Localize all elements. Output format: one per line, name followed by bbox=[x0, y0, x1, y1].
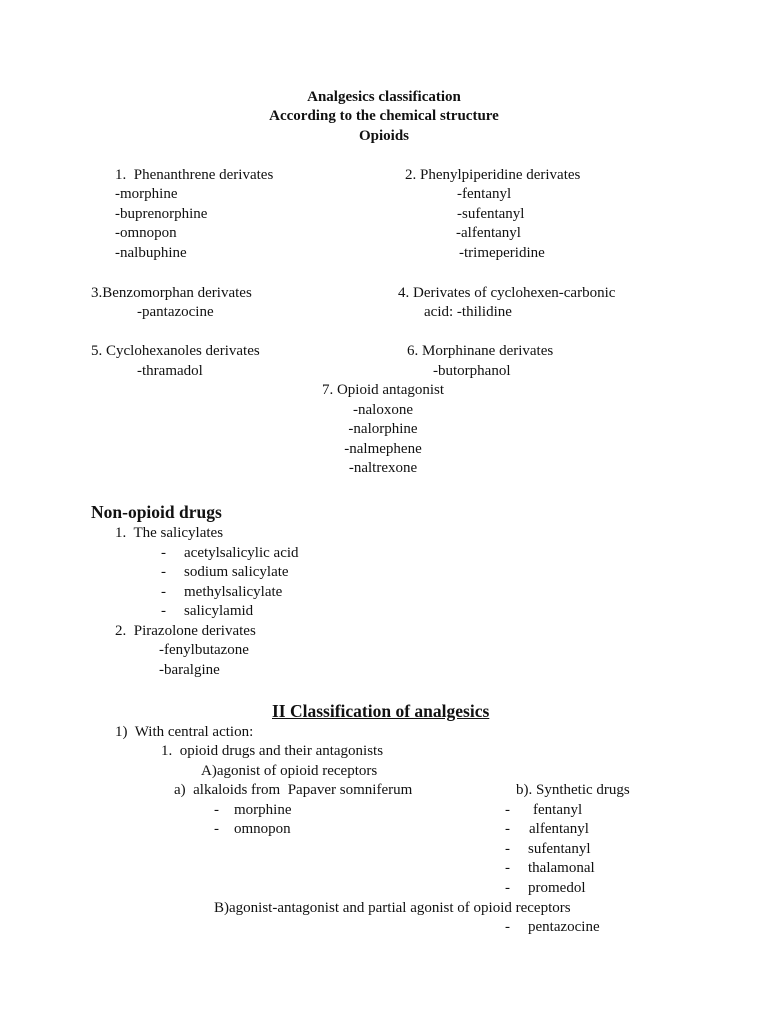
list-item: sodium salicylate bbox=[184, 564, 289, 580]
list-item: -butorphanol bbox=[433, 363, 511, 379]
list-item: - bbox=[505, 802, 510, 818]
list-item: - bbox=[214, 802, 219, 818]
list-item: - bbox=[214, 821, 219, 837]
list-item: morphine bbox=[234, 802, 292, 818]
list-item: alfentanyl bbox=[529, 821, 589, 837]
list-item: -alfentanyl bbox=[456, 225, 521, 241]
agonist-antagonist-heading: B)agonist-antagonist and partial agonist of opioid receptors bbox=[214, 900, 571, 916]
list-item: -sufentanyl bbox=[457, 206, 525, 222]
pirazolone-heading: 2. Pirazolone derivates bbox=[115, 623, 256, 639]
synthetic-heading: b). Synthetic drugs bbox=[516, 782, 630, 798]
list-item: -fenylbutazone bbox=[159, 642, 249, 658]
list-item: - bbox=[505, 821, 510, 837]
section2-heading: II Classification of analgesics bbox=[272, 701, 490, 721]
group-phenylpiperidine-heading: 2. Phenylpiperidine derivates bbox=[405, 167, 581, 183]
list-item: -fentanyl bbox=[457, 186, 512, 202]
opioid-antagonists-heading: 1. opioid drugs and their antagonists bbox=[161, 743, 384, 759]
list-item: - bbox=[161, 603, 166, 619]
list-item: methylsalicylate bbox=[184, 584, 283, 600]
list-item: promedol bbox=[528, 880, 586, 896]
list-item: omnopon bbox=[234, 821, 291, 837]
group-antagonist-heading: 7. Opioid antagonist bbox=[321, 382, 445, 398]
opioids-heading: Opioids bbox=[358, 128, 410, 144]
list-item: -nalbuphine bbox=[115, 245, 187, 261]
nonopioid-heading: Non-opioid drugs bbox=[91, 502, 222, 522]
list-item: -pantazocine bbox=[137, 304, 214, 320]
list-item: thalamonal bbox=[528, 860, 595, 876]
list-item: pentazocine bbox=[528, 919, 600, 935]
list-item: - bbox=[505, 880, 510, 896]
list-item: -omnopon bbox=[115, 225, 177, 241]
list-item: salicylamid bbox=[184, 603, 254, 619]
list-item: - bbox=[161, 545, 166, 561]
list-item: -morphine bbox=[115, 186, 178, 202]
group-cyclohexen-heading: 4. Derivates of cyclohexen-carbonic bbox=[398, 285, 616, 301]
list-item: - bbox=[505, 919, 510, 935]
list-item: - bbox=[505, 860, 510, 876]
group-phenanthrene-heading: 1. Phenanthrene derivates bbox=[115, 167, 274, 183]
list-item: -naloxone bbox=[353, 402, 413, 418]
list-item: -nalorphine bbox=[348, 421, 418, 437]
list-item: -nalmephene bbox=[344, 441, 422, 457]
list-item: acid: -thilidine bbox=[424, 304, 512, 320]
group-morphinane-heading: 6. Morphinane derivates bbox=[407, 343, 554, 359]
list-item: sufentanyl bbox=[528, 841, 591, 857]
list-item: -trimeperidine bbox=[459, 245, 545, 261]
list-item: -thramadol bbox=[137, 363, 203, 379]
salicylates-heading: 1. The salicylates bbox=[115, 525, 224, 541]
doc-title: Analgesics classification bbox=[307, 89, 461, 105]
alkaloids-heading: a) alkaloids from Papaver somniferum bbox=[174, 782, 413, 798]
group-benzomorphan-heading: 3.Benzomorphan derivates bbox=[91, 285, 252, 301]
list-item: fentanyl bbox=[533, 802, 583, 818]
list-item: -baralgine bbox=[159, 662, 220, 678]
list-item: -naltrexone bbox=[348, 460, 418, 476]
list-item: -buprenorphine bbox=[115, 206, 208, 222]
list-item: acetylsalicylic acid bbox=[184, 545, 299, 561]
list-item: - bbox=[161, 584, 166, 600]
doc-subtitle: According to the chemical structure bbox=[269, 108, 499, 124]
central-action-heading: 1) With central action: bbox=[115, 724, 254, 740]
list-item: - bbox=[161, 564, 166, 580]
agonist-heading: A)agonist of opioid receptors bbox=[201, 763, 378, 779]
list-item: - bbox=[505, 841, 510, 857]
group-cyclohexanoles-heading: 5. Cyclohexanoles derivates bbox=[91, 343, 260, 359]
